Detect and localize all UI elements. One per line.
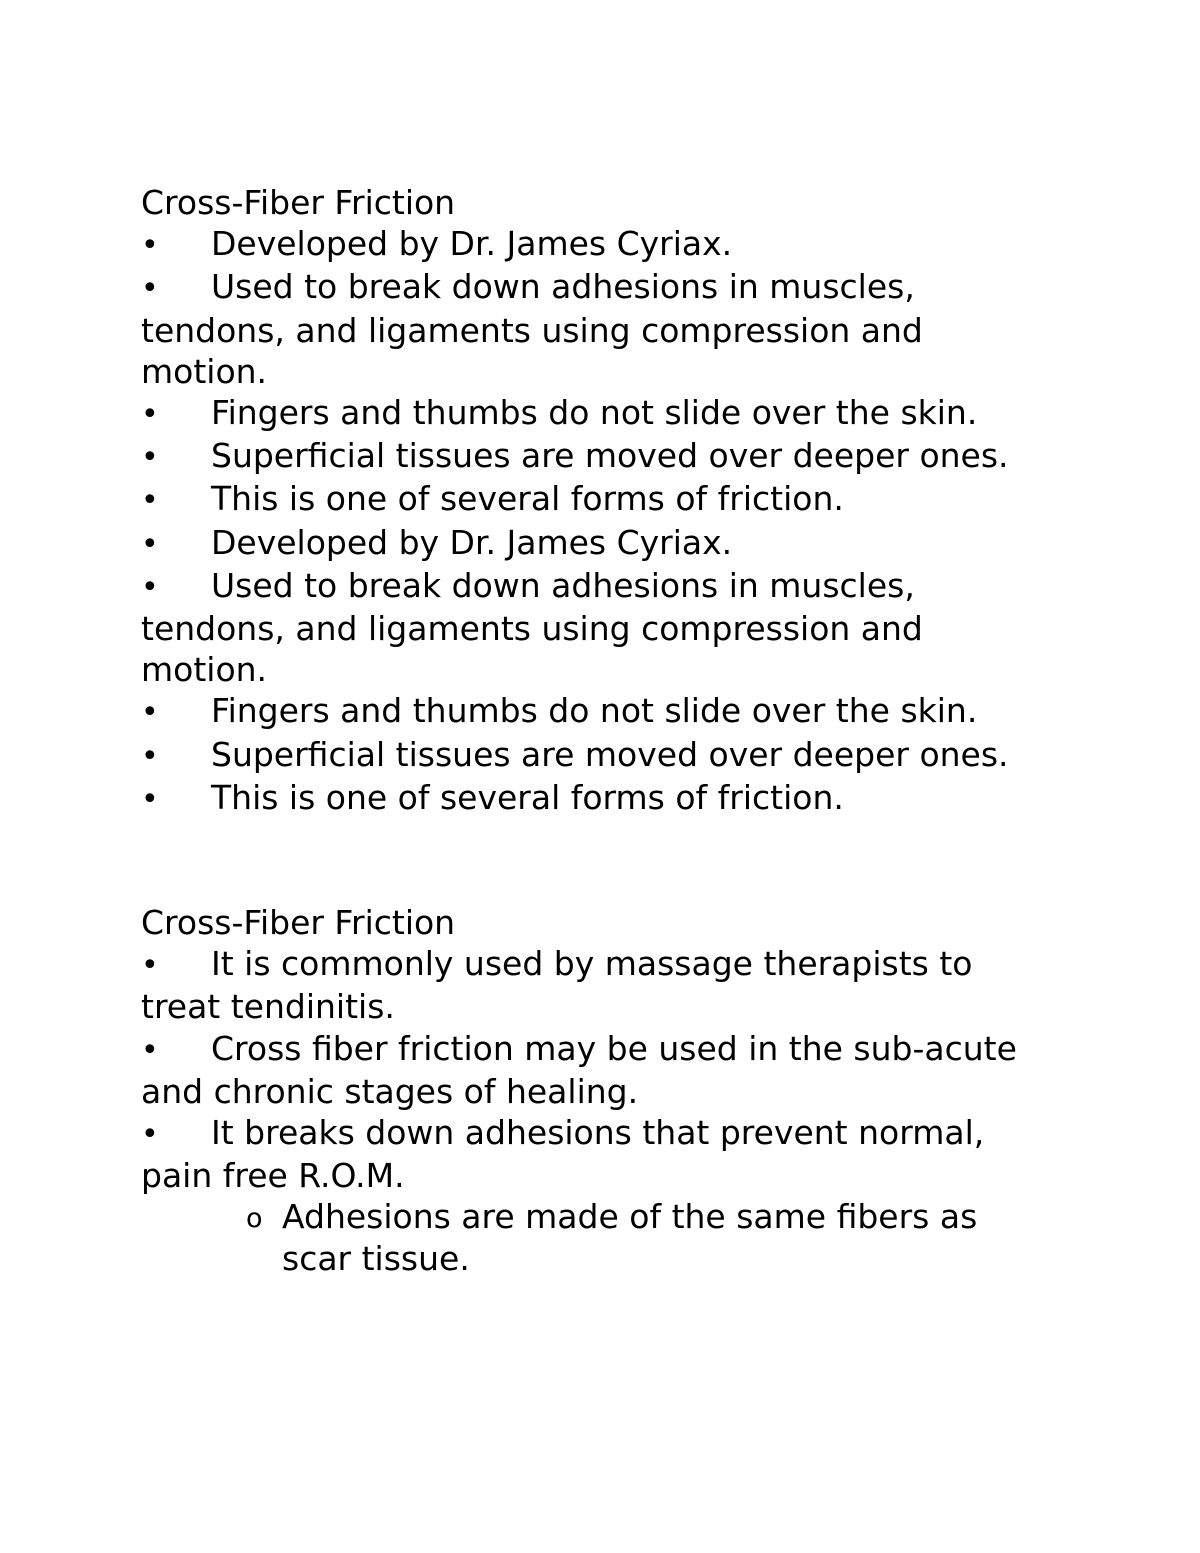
list-item-text: Fingers and thumbs do not slide over the skin. <box>211 691 978 731</box>
bullet-marker: • <box>141 569 159 605</box>
section-1 <box>141 182 1051 820</box>
list-item-text: Superficial tissues are moved over deeper ones. <box>211 436 1009 476</box>
list-item <box>141 223 1051 266</box>
sub-bullet-list <box>141 1196 1051 1278</box>
bullet-marker: • <box>141 1032 159 1068</box>
list-item <box>141 734 1051 777</box>
bullet-marker: • <box>141 738 159 774</box>
list-item-text: This is one of several forms of friction. <box>211 777 844 817</box>
list-item-text: Developed by Dr. James Cyriax. <box>211 522 733 562</box>
list-item-text: Cross fiber friction may be used in the sub-acute and chronic stages of healing. <box>141 1028 1017 1111</box>
section-title: Cross-Fiber Friction <box>141 903 456 943</box>
list-item-text: Fingers and thumbs do not slide over the skin. <box>211 393 978 433</box>
bullet-marker: • <box>141 526 159 562</box>
sub-bullet-marker: o <box>246 1203 263 1235</box>
list-item <box>141 565 1051 691</box>
bullet-marker: • <box>141 948 159 984</box>
list-item <box>141 266 1051 392</box>
sub-list-item-text: Adhesions are made of the same fibers as scar tissue. <box>282 1197 978 1278</box>
list-item <box>141 478 1051 521</box>
document-content <box>141 182 1051 1279</box>
bullet-marker: • <box>141 781 159 817</box>
list-item-text: Superficial tissues are moved over deeper ones. <box>211 734 1009 774</box>
bullet-marker: • <box>141 440 159 476</box>
list-item <box>141 1028 1051 1112</box>
list-item-text: This is one of several forms of friction. <box>211 479 844 519</box>
sub-list-item <box>246 1196 1051 1278</box>
list-item <box>141 392 1051 435</box>
list-item <box>141 777 1051 820</box>
bullet-marker: • <box>141 228 159 264</box>
list-item-text: Developed by Dr. James Cyriax. <box>211 224 733 264</box>
bullet-marker: • <box>141 397 159 433</box>
bullet-marker: • <box>141 695 159 731</box>
list-item-text: It breaks down adhesions that prevent normal, pain free R.O.M. <box>141 1113 985 1196</box>
bullet-marker: • <box>141 483 159 519</box>
list-item <box>141 690 1051 733</box>
list-item <box>141 435 1051 478</box>
section-2 <box>141 902 1051 1279</box>
list-item-text: Used to break down adhesions in muscles, tendons, and ligaments using compression and motion. <box>141 565 923 690</box>
list-item-text: It is commonly used by massage therapists to treat tendinitis. <box>141 944 973 1027</box>
bullet-list <box>141 223 1051 820</box>
list-item <box>141 1112 1051 1196</box>
list-item <box>141 943 1051 1027</box>
list-item <box>141 522 1051 565</box>
bullet-marker: • <box>141 271 159 307</box>
section-title: Cross-Fiber Friction <box>141 183 456 222</box>
list-item-text: Used to break down adhesions in muscles, tendons, and ligaments using compression and motion. <box>141 267 923 391</box>
bullet-list <box>141 943 1051 1196</box>
section-spacer <box>141 820 1051 902</box>
bullet-marker: • <box>141 1117 159 1153</box>
